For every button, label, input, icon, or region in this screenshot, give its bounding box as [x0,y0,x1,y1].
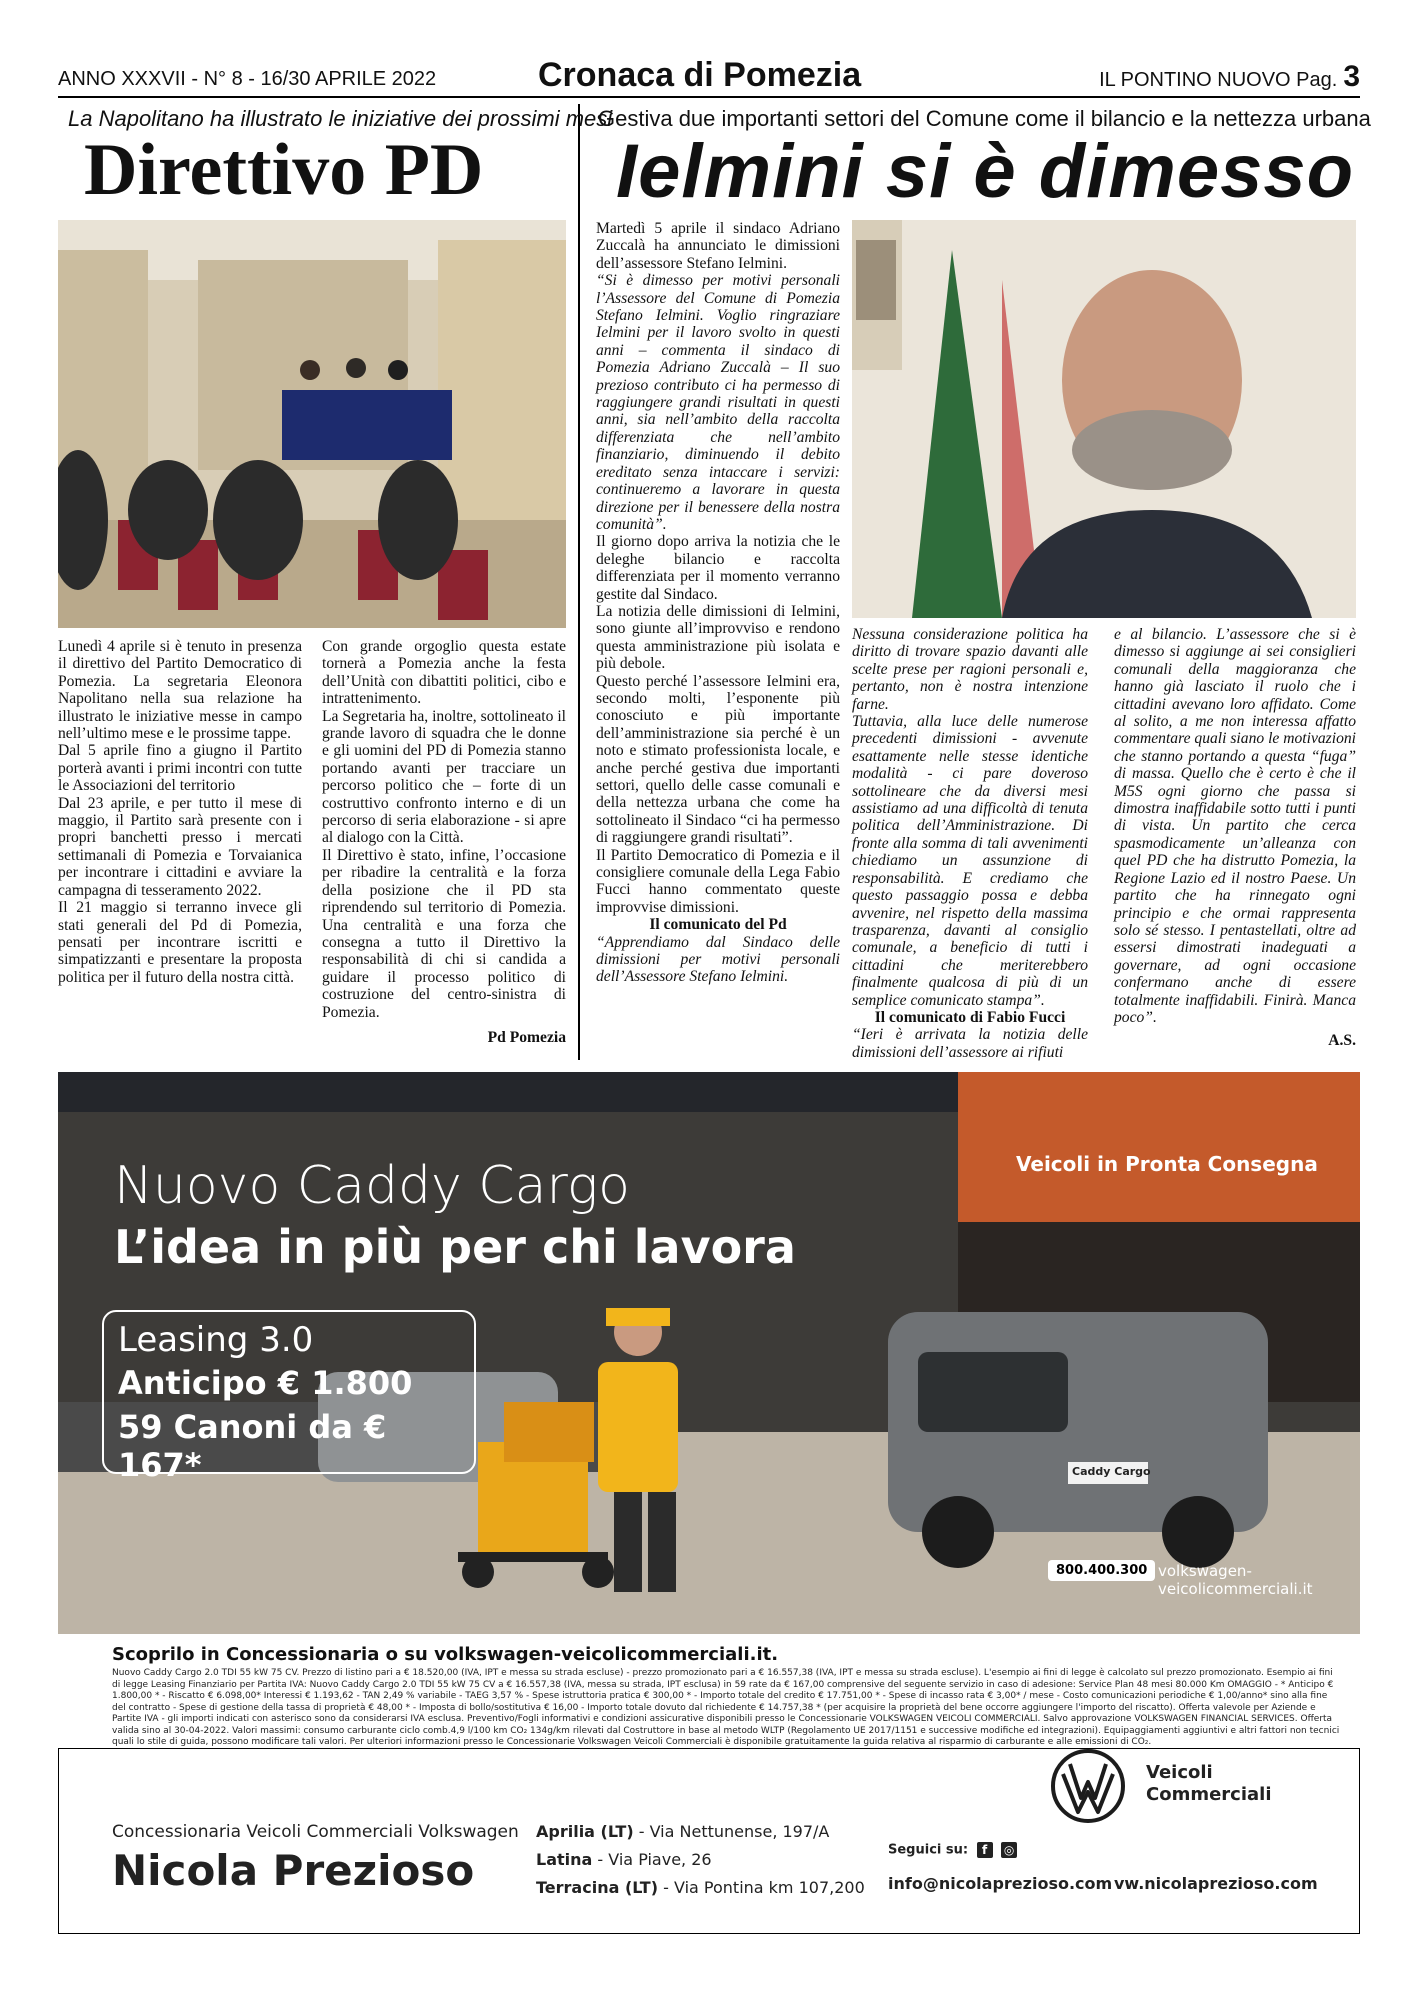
ad-phone: 800.400.300 [1048,1560,1155,1581]
dealer-subtitle: Concessionaria Veicoli Commerciali Volkswagen [112,1822,519,1842]
left-col-1 [58,638,302,986]
left-kicker: La Napolitano ha illustrato le iniziative dei prossimi mesi [68,106,613,131]
license-plate: Caddy Cargo [1072,1465,1151,1478]
address-line: Aprilia (LT) - Via Nettunense, 197/A [536,1822,830,1841]
page-number: 3 [1343,60,1360,93]
paper-name: IL PONTINO NUOVO Pag. 3 [1099,60,1360,93]
dealer-website-link[interactable]: vw.nicolaprezioso.com [1114,1874,1318,1893]
right-kicker: Gestiva due importanti settori del Comune come il bilancio e la nettezza urbana [598,106,1371,131]
address-line: Latina - Via Piave, 26 [536,1850,712,1869]
subheading: Il comunicato del Pd [649,916,787,934]
right-col-3 [1114,626,1356,1050]
paragraph: La Segretaria ha, inoltre, sottolineato il grande lavoro di squadra che le donne e gli uomini del PD di Pomezia stanno portando avanti per tracciare un percorso politico che – forte di un costruttivo confronto interno e di un percorso di seria elaborazione - si apre al dialogo con la Città. [322,707,566,847]
ad-headline-2: L’idea in più per chi lavora [114,1220,796,1274]
instagram-icon[interactable]: ◎ [1001,1842,1017,1858]
paragraph: Il 21 maggio si terranno invece gli stati generali del Pd di Pomezia, pensati per incontrare iscritti e simpatizzanti e presentare la proposta politica per il futuro della nostra città. [58,899,302,986]
ad-headline-1: Nuovo Caddy Cargo [114,1156,630,1216]
subheading: Il comunicato di Fabio Fucci [874,1008,1066,1026]
ad-website: volkswagen-veicolicommerciali.it [1158,1562,1313,1598]
dealer-name: Nicola Prezioso [112,1846,475,1895]
address-line: Terracina (LT) - Via Pontina km 107,200 [536,1878,865,1897]
paragraph: Martedì 5 aprile il sindaco Adriano Zuccalà ha annunciato le dimissioni dell’assessore Stefano Ielmini. [596,220,840,272]
quote-paragraph: “Ieri è arrivata la notizia delle dimissioni dell’assessore ai rifiuti [852,1026,1088,1061]
left-col-2 [322,638,566,1046]
lease-downpayment: Anticipo € 1.800 [118,1364,413,1402]
right-col-2 [852,626,1088,1061]
paragraph: Lunedì 4 aprile si è tenuto in presenza il direttivo del Partito Democratico di Pomezia. La segretaria Eleonora Napolitano nella sua relazione ha illustrato le iniziative messe in campo nell’ultimo mese e le prossime tappe. [58,638,302,743]
paragraph: La notizia delle dimissioni di Ielmini, sono giunte all’improvviso e rendono questa amministrazione più isolata e più debole. [596,602,840,673]
section-title: Cronaca di Pomezia [538,56,862,94]
paragraph: Dal 23 aprile, e per tutto il mese di maggio, il Partito sarà presente con i propri banchetti presso i mercati settimanali di Pomezia e Torvaianica per incontrare i cittadini e avviare la campagna di tesseramento 2022. [58,794,302,899]
social-follow: Seguici su: f ◎ [888,1842,1017,1858]
page-header [58,56,1360,98]
dealer-email-link[interactable]: info@nicolaprezioso.com [888,1874,1113,1893]
portrait-photo [852,220,1356,618]
lease-installments: 59 Canoni da € 167* [118,1408,387,1484]
ad-fine-print: Nuovo Caddy Cargo 2.0 TDI 55 kW 75 CV. Prezzo di listino pari a € 18.520,00 (IVA, IPT e messa su strada escluse) - prezzo promozionato pari a € 16.557,38 (IVA, IPT e messa su strada escluse). L'esempio ai fini di legge è calcolato sul prezzo promozionato. Esempio ai fini di legge Leasing Finanziario per Partita IVA: Nuovo Caddy Cargo 2.0 TDI 55 kW 75 CV a € 16.557,38 (IVA, messa su strada, IPT esclusa) in 59 rate da € 167,00 comprensive del seguente servizio in caso di adesione: Service Plan 48 mesi 80.000 Km OMAGGIO - * Anticipo € 1.800,00 * - Riscatto € 6.098,00* Interessi € 1.193,62 - TAN 2,49 % variabile - TAEG 3,57 % - Spese istruttoria pratica € 300,00 * - Importo totale del credito € 17.751,00 * - Spese di incasso rata € 3,00* / mese - Costo comunicazioni periodiche € 1,00/anno* sino alla fine del contratto - Spese di gestione della tassa di proprietà € 48,00 * - Imposta di bollo/sostitutiva € 16,00 - Importo totale dovuto dal richiedente € 14.757,38 * (per acquisire la proprietà del bene occorre aggiungere l'importo del riscatto). Offerta valevole per Aziende e Partite IVA - gli importi indicati con asterisco sono da considerarsi IVA esclusa. Preventivo/Fogli informativi e condizioni assicurative disponibili presso le Concessionarie VOLKSWAGEN VEICOLI COMMERCIALI. Salvo approvazione VOLKSWAGEN FINANCIAL SERVICES. Offerta valida sino al 30-04-2022. Valori massimi: consumo carburante ciclo comb.4,9 l/100 km CO₂ 134g/km rilevati dal Costruttore in base al metodo WLTP (Regolamento UE 2017/1151 e successive modifiche ed integrazioni). Equipaggiamenti aggiuntivi e altri fattori non tecnici quali lo stile di guida, possono modificare tali valori. Per ulteriori informazioni presso le Concessionarie Volkswagen Veicoli Commerciali è disponibile gratuitamente la guida relativa al risparmio di carburante e alle emissioni di CO₂. [112,1668,1340,1747]
column-divider [578,104,580,1060]
quote-paragraph: Tuttavia, alla luce delle numerose precedenti dimissioni - avvenute esattamente nelle stesse identiche modalità - ci pare doveroso sottolineare che da diversi mesi assistiamo ad una difficoltà di tenuta politica dell’Amministrazione. Di fronte alla somma di tali avvenimenti chiediamo un assunzione di responsabilità. E crediamo che questo passaggio possa e debba avvenire, nel rispetto della massima trasparenza, davanti al consiglio comunale, a beneficio di tutti i cittadini che meriterebbero finalmente qualcosa di più di un semplice comunicato stampa”. [852,713,1088,1009]
ad-tagline: Veicoli in Pronta Consegna [1016,1152,1318,1176]
lease-offer-box [102,1310,476,1484]
paragraph: Questo perché l’assessore Ielmini era, secondo molti, l’esponente più conosciuto e più importante dell’amministrazione sia perché è un noto e stimato professionista locale, e anche perché gestiva due importanti settori, quello delle casse comunali e della nettezza urbana che come ha sottolineato il Sindaco “ci ha permesso di raggiungere grandi risultati”. [596,672,840,847]
right-headline: Ielmini si è dimesso [616,129,1355,214]
vw-advertisement [58,1072,1360,1634]
right-signature: A.S. [1328,1032,1356,1050]
meeting-photo [58,220,566,628]
issue-info: ANNO XXXVII - N° 8 - 16/30 APRILE 2022 [58,68,437,90]
right-col-1 [596,220,840,986]
quote-paragraph: “Si è dimesso per motivi personali l’Assessore del Comune di Pomezia Stefano Ielmini. Voglio ringraziare Ielmini per il lavoro svolto in questi anni – commenta il sindaco di Pomezia Adriano Zuccalà – Il suo prezioso contributo ci ha permesso di raggiungere grandi risultati in questi anni, sia nell’ambito della raccolta differenziata che nell’ambito finanziario, diminuendo il debito ereditato senza intaccare i servizi: continueremo a lavorare in questa direzione per il benessere della nostra comunità”. [596,272,840,533]
vw-brand-text: Veicoli Commerciali [1146,1762,1272,1805]
paragraph: Con grande orgoglio questa estate tornerà a Pomezia anche la festa dell’Unità con dibattiti politici, cibo e intrattenimento. [322,638,566,708]
lease-label: Leasing 3.0 [118,1320,314,1360]
paragraph: Dal 5 aprile fino a giugno il Partito porterà avanti i primi incontri con tutte le Associazioni del territorio [58,742,302,795]
paragraph: Il Partito Democratico di Pomezia e il consigliere comunale della Lega Fabio Fucci hanno commentato queste improvvise dimissioni. [596,846,840,916]
quote-paragraph: “Apprendiamo dal Sindaco delle dimissioni per motivi personali dell’Assessore Stefano Ielmini. [596,933,840,986]
paragraph: Il Direttivo è stato, infine, l’occasione per ribadire la centralità e la forza della posizione che il PD sta riprendendo sul territorio di Pomezia. Una centralità e una forza che consegna a tutto il Direttivo la responsabilità di chi si candida a guidare il processo politico di costruzione del centro-sinistra di Pomezia. [322,846,566,1021]
ad-fine-heading: Scoprilo in Concessionaria o su volkswagen-veicolicommerciali.it. [112,1644,779,1665]
left-headline: Direttivo PD [84,129,484,211]
quote-paragraph: e al bilancio. L’assessore che si è dimesso si aggiunge ai sei consiglieri comunali della maggioranza che hanno già lasciato il ruolo che i cittadini avevano loro affidato. Come al solito, a me non interessa affatto commentare quali siano le motivazioni che stanno portando a questa “fuga” di massa. Quello che è certo è che il M5S ogni giorno che passa si dimostra inaffidabile sotto tutti i punti di vista. Un partito che cerca spasmodicamente un’alleanza con quel PD che ha distrutto Pomezia, la Regione Lazio ed il nostro Paese. Un partito che ha rinnegato ogni principio e che ormai rappresenta solo sé stesso. I pentastellati, oltre ad essersi dimostrati inadeguati a governare, ad ogni occasione confermano anche di essere totalmente inaffidabili. Finirà. Manca poco”. [1114,626,1356,1026]
quote-paragraph: Nessuna considerazione politica ha diritto di trovare spazio davanti alle scelte prese per ragioni personali e, pertanto, non è nostra intenzione farne. [852,626,1088,713]
left-signature: Pd Pomezia [487,1028,566,1046]
paragraph: Il giorno dopo arriva la notizia che le deleghe bilancio e raccolta differenziata per il momento verranno gestite dal Sindaco. [596,533,840,603]
facebook-icon[interactable]: f [977,1842,993,1858]
